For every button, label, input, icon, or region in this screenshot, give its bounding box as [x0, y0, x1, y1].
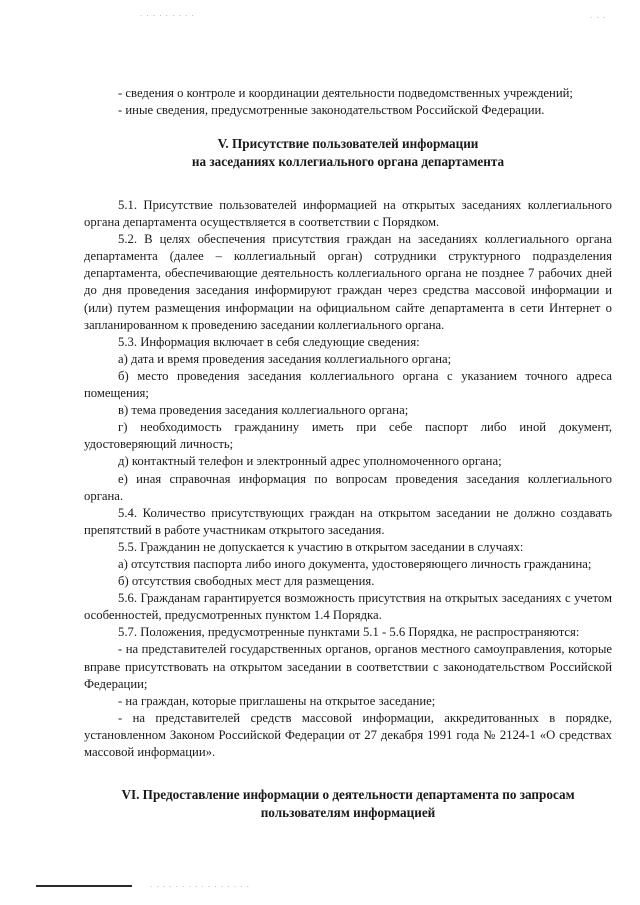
list-item: - сведения о контроле и координации деятельности подведомственных учреждений;	[118, 86, 573, 100]
paragraph-list	[84, 197, 612, 761]
section-heading-line: VI. Предоставление информации о деятельности департамента по запросам	[121, 787, 575, 803]
scan-artifact-dots-top: · · · · · · · · ·	[140, 12, 195, 20]
paragraph: 5.5. Гражданин не допускается к участию в открытом заседании в случаях:	[118, 539, 524, 554]
paragraph: е) иная справочная информация по вопросам проведения заседания коллегиального органа.	[84, 471, 612, 503]
paragraph: б) место проведения заседания коллегиального органа с указанием точного адреса помещения;	[84, 368, 612, 401]
paragraph: а) дата и время проведения заседания коллегиального органа;	[118, 351, 452, 366]
paragraph: - на представителей средств массовой информации, аккредитованных в порядке, установленном Законом Российской Федерации от 27 декабря 1991 года № 2124-1 «О средствах массовой информации».	[84, 710, 612, 759]
document-body	[84, 85, 612, 821]
section-heading-6	[84, 786, 612, 821]
paragraph: 5.2. В целях обеспечения присутствия граждан на заседаниях коллегиального органа департамента (далее – коллегиальный орган) сотрудники структурного подразделения департамента, обеспечивающие деятельность коллегиального органа не позднее 7 рабочих дней до дня проведения заседания информируют граждан через средства массовой информации и (или) путем размещения информации на официальном сайте департамента в сети Интернет о запланированном к проведению заседании коллегиального органа.	[84, 232, 612, 332]
paragraph: в) тема проведения заседания коллегиального органа;	[118, 403, 409, 418]
section-heading-5	[84, 135, 612, 170]
list-item: - иные сведения, предусмотренные законодательством Российской Федерации.	[118, 103, 545, 118]
section-heading-line: V. Присутствие пользователей информации	[217, 136, 479, 152]
paragraph: 5.7. Положения, предусмотренные пунктами 5.1 - 5.6 Порядка, не распространяются:	[118, 625, 580, 640]
paragraph: 5.3. Информация включает в себя следующие сведения:	[118, 334, 420, 349]
scan-artifact-dots: · · · · · · · · · · · · · · · ·	[150, 883, 250, 891]
section-heading-line: на заседаниях коллегиального органа департамента	[191, 153, 505, 169]
paragraph: д) контактный телефон и электронный адрес уполномоченного органа;	[118, 454, 502, 469]
paragraph: 5.1. Присутствие пользователей информацией на открытых заседаниях коллегиального органа департамента осуществляется в соответствии с Порядком.	[84, 198, 612, 230]
scan-artifact-dots-corner: · · ·	[590, 14, 607, 22]
paragraph: 5.6. Гражданам гарантируется возможность присутствия на открытых заседаниях с учетом особенностей, предусмотренных пунктом 1.4 Порядка.	[84, 591, 612, 623]
paragraph: б) отсутствия свободных мест для размещения.	[118, 574, 375, 589]
paragraph: - на граждан, которые приглашены на открытое заседание;	[118, 693, 436, 708]
scan-artifact-line	[36, 885, 132, 887]
section-heading-line: пользователям информацией	[260, 804, 436, 820]
paragraph: - на представителей государственных органов, органов местного самоуправления, которые вправе присутствовать на открытом заседании в соответствии с законодательством Российской Федерации;	[84, 642, 612, 691]
paragraph: а) отсутствия паспорта либо иного документа, удостоверяющего личность гражданина;	[118, 556, 592, 571]
paragraph: г) необходимость гражданину иметь при себе паспорт либо иной документ, удостоверяющий личность;	[84, 420, 612, 452]
paragraph: 5.4. Количество присутствующих граждан на открытом заседании не должно создавать препятствий в работе участникам открытого заседания.	[84, 505, 612, 537]
